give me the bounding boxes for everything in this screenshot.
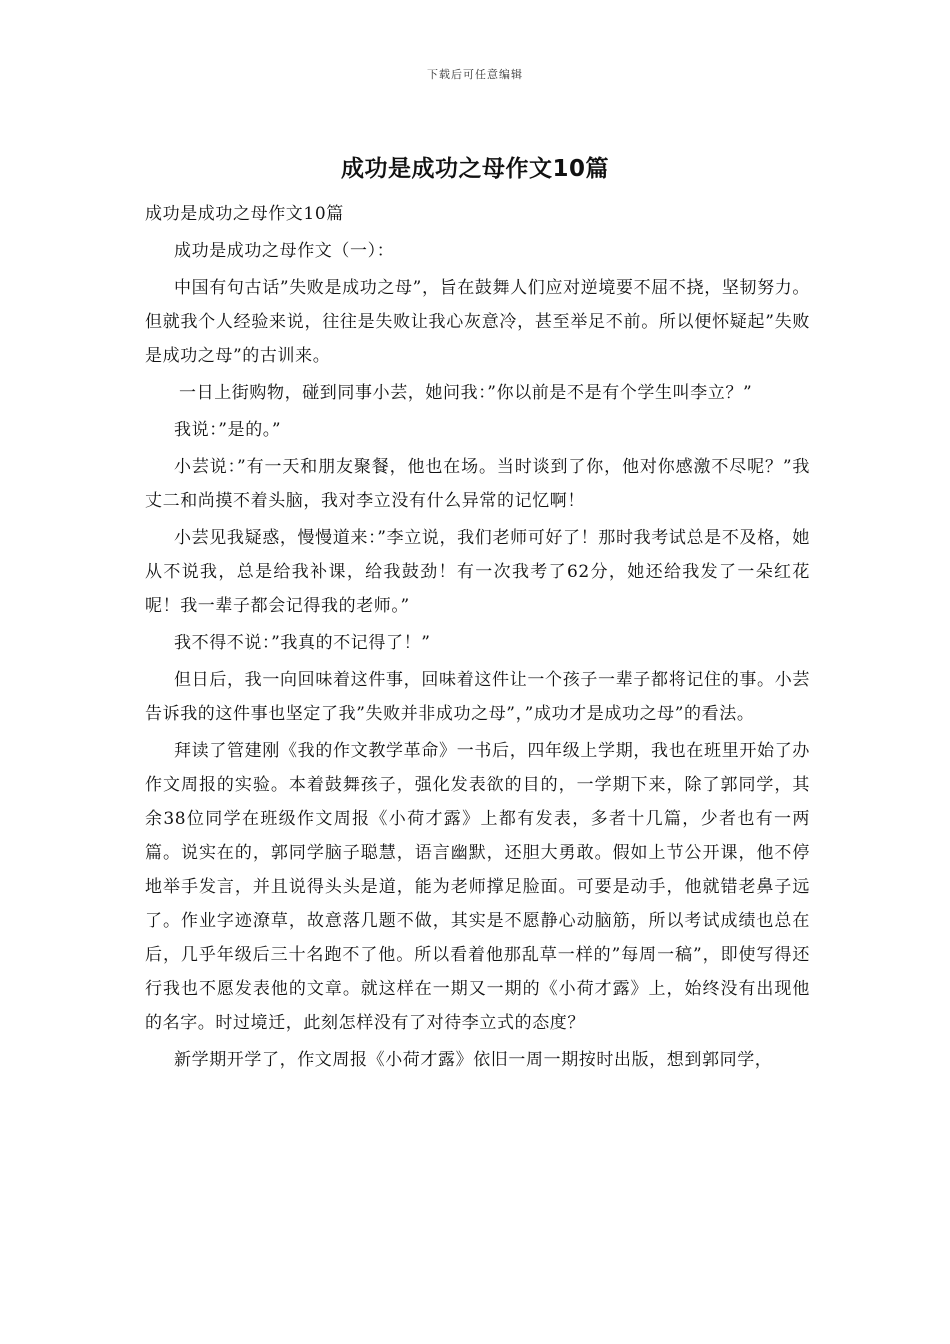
paragraph: 一日上街购物，碰到同事小芸，她问我：”你以前是不是有个学生叫李立？” (179, 383, 753, 403)
paragraph: 我说：”是的。” (174, 420, 282, 440)
paragraph: 我不得不说：”我真的不记得了！” (174, 633, 431, 653)
section-heading: 成功是成功之母作文（一）： (174, 241, 395, 261)
paragraph: 拜读了管建刚《我的作文教学革命》一书后，四年级上学期，我也在班里开始了办作文周报的实验。本着鼓舞孩子，强化发表欲的目的，一学期下来，除了郭同学，其余38位同学在班级作文周报《小荷才露》上都有发表，多者十几篇，少者也有一两篇。说实在的，郭同学脑子聪慧，语言幽默，还胆大勇敢。假如上节公开课，他不停地举手发言，并且说得头头是道，能为老师撑足脸面。可要是动手，他就错老鼻子远了。作业字迹潦草，故意落几题不做，其实是不愿静心动脑筋，所以考试成绩也总在后，几乎年级后三十名跑不了他。所以看着他那乱草一样的”每周一稿”，即使写得还行我也不愿发表他的文章。就这样在一期又一期的《小荷才露》上，始终没有出现他的名字。时过境迁，此刻怎样没有了对待李立式的态度？ (145, 741, 810, 1033)
paragraph: 但日后，我一向回味着这件事，回味着这件让一个孩子一辈子都将记住的事。小芸告诉我的这件事也坚定了我”失败并非成功之母”，”成功才是成功之母”的看法。 (145, 670, 810, 724)
paragraph: 中国有句古话”失败是成功之母”，旨在鼓舞人们应对逆境要不屈不挠，坚韧努力。但就我个人经验来说，往往是失败让我心灰意冷，甚至举足不前。所以便怀疑起”失败是成功之母”的古训来。 (145, 278, 810, 366)
paragraph: 小芸说：”有一天和朋友聚餐，他也在场。当时谈到了你，他对你感激不尽呢？”我丈二和尚摸不着头脑，我对李立没有什么异常的记忆啊！ (145, 457, 810, 511)
document-subtitle: 成功是成功之母作文10篇 (145, 204, 344, 224)
document-body (145, 197, 810, 1080)
header-note: 下载后可任意编辑 (427, 68, 523, 81)
paragraph: 新学期开学了，作文周报《小荷才露》依旧一周一期按时出版，想到郭同学， (174, 1050, 773, 1070)
document-title: 成功是成功之母作文10篇 (340, 156, 609, 182)
paragraph: 小芸见我疑惑，慢慢道来：”李立说，我们老师可好了！那时我考试总是不及格，她从不说我，总是给我补课，给我鼓劲！有一次我考了62分，她还给我发了一朵红花呢！我一辈子都会记得我的老师。” (145, 528, 810, 616)
